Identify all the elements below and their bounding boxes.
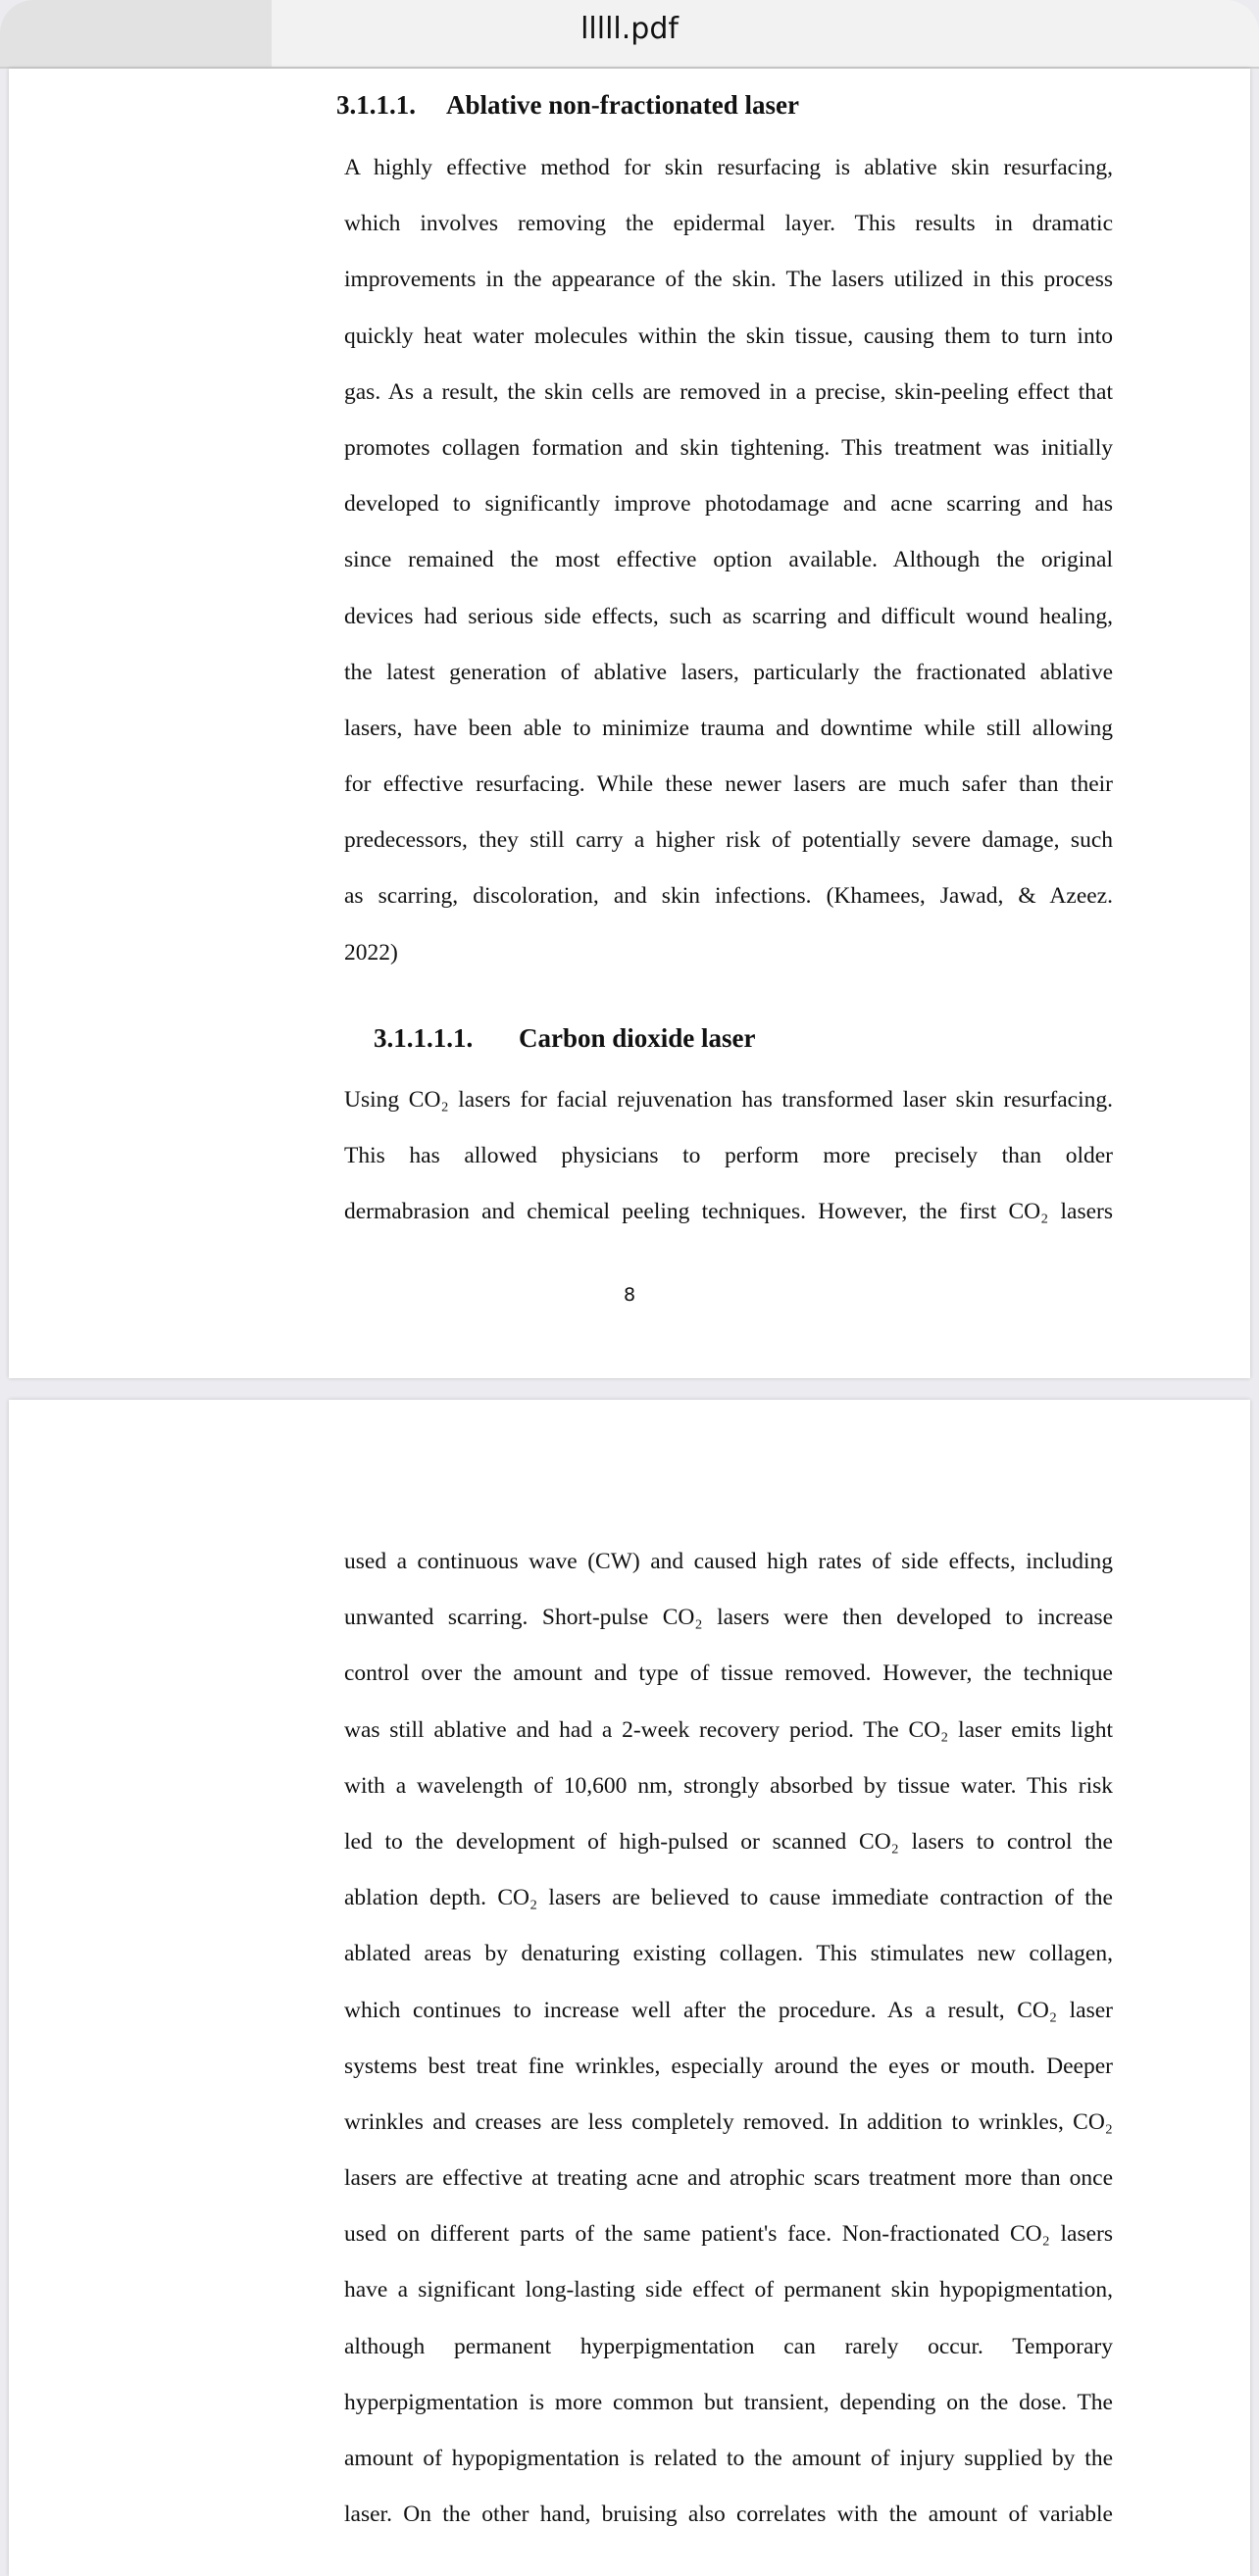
text-line: ablation depth. CO₂ lasers are believed to cause immediate contraction of the [344,1885,1113,1911]
text-line: used on different parts of the same patient's face. Non-fractionated CO₂ lasers [344,2221,1113,2248]
document-title: lllll.pdf [580,12,679,46]
text-line: Using CO₂ lasers for facial rejuvenation has transformed laser skin resurfacing. [344,1087,1113,1113]
text-line: was still ablative and had a 2-week recovery period. The CO₂ laser emits light [344,1716,1113,1743]
text-line: promotes collagen formation and skin tightening. This treatment was initially [344,434,1113,461]
text-line: quickly heat water molecules within the skin tissue, causing them to turn into [344,322,1113,349]
text-line: gas. As a result, the skin cells are removed in a precise, skin-peeling effect that [344,378,1113,405]
text-line: unwanted scarring. Short-pulse CO₂ lasers were then developed to increase [344,1605,1113,1631]
section-title: Ablative non-fractionated laser [446,90,799,120]
paragraph-co2-intro [344,1085,1113,1254]
text-line: since remained the most effective option available. Although the original [344,547,1113,573]
text-line: This has allowed physicians to perform more precisely than older [344,1143,1113,1169]
pdf-page-8 [9,69,1250,1378]
text-line: have a significant long-lasting side effect of permanent skin hypopigmentation, [344,2277,1113,2304]
text-line: which involves removing the epidermal layer. This results in dramatic [344,211,1113,237]
text-line: 2022) [344,939,398,966]
text-line: for effective resurfacing. While these newer lasers are much safer than their [344,771,1113,798]
text-line: predecessors, they still carry a higher risk of potentially severe damage, such [344,827,1113,854]
text-line: ablated areas by denaturing existing collagen. This stimulates new collagen, [344,1941,1113,1967]
text-line: wrinkles and creases are less completely removed. In addition to wrinkles, CO₂ [344,2108,1113,2135]
text-line: lasers, have been able to minimize trauma and downtime while still allowing [344,715,1113,741]
text-line: laser. On the other hand, bruising also correlates with the amount of variable [344,2502,1113,2528]
section-heading [336,90,799,121]
text-line: used a continuous wave (CW) and caused high rates of side effects, including [344,1549,1113,1574]
title-bar [0,0,1259,69]
text-line: as scarring, discoloration, and skin infections. (Khamees, Jawad, & Azeez. [344,883,1113,910]
text-line: lasers are effective at treating acne and atrophic scars treatment more than once [344,2165,1113,2192]
text-line: improvements in the appearance of the skin. The lasers utilized in this process [344,267,1113,293]
subsection-number: 3.1.1.1.1. [374,1023,474,1053]
text-line: the latest generation of ablative lasers, particularly the fractionated ablative [344,659,1113,685]
paragraph-ablative [344,153,1113,994]
page-number: 8 [623,1284,636,1306]
text-line: hyperpigmentation is more common but transient, depending on the dose. The [344,2389,1113,2415]
text-line: dermabrasion and chemical peeling techniques. However, the first CO₂ lasers [344,1199,1113,1225]
pdf-page-9 [9,1400,1250,2576]
text-line: systems best treat fine wrinkles, especially around the eyes or mouth. Deeper [344,2053,1113,2079]
subsection-title: Carbon dioxide laser [519,1023,756,1053]
text-line: with a wavelength of 10,600 nm, strongly absorbed by tissue water. This risk [344,1772,1113,1799]
text-line: although permanent hyperpigmentation can rarely occur. Temporary [344,2333,1113,2359]
text-line: developed to significantly improve photodamage and acne scarring and has [344,491,1113,518]
section-number: 3.1.1.1. [336,90,416,120]
text-line: led to the development of high-pulsed or scanned CO₂ lasers to control the [344,1828,1113,1855]
text-line: devices had serious side effects, such as scarring and difficult wound healing, [344,603,1113,629]
text-line: control over the amount and type of tissue removed. However, the technique [344,1660,1113,1687]
text-line: amount of hypopigmentation is related to the amount of injury supplied by the [344,2446,1113,2471]
text-line: which continues to increase well after the procedure. As a result, CO₂ laser [344,1997,1113,2023]
text-line: A highly effective method for skin resurfacing is ablative skin resurfacing, [344,155,1113,180]
subsection-heading [374,1023,756,1054]
paragraph-co2-continued [344,1547,1113,2555]
